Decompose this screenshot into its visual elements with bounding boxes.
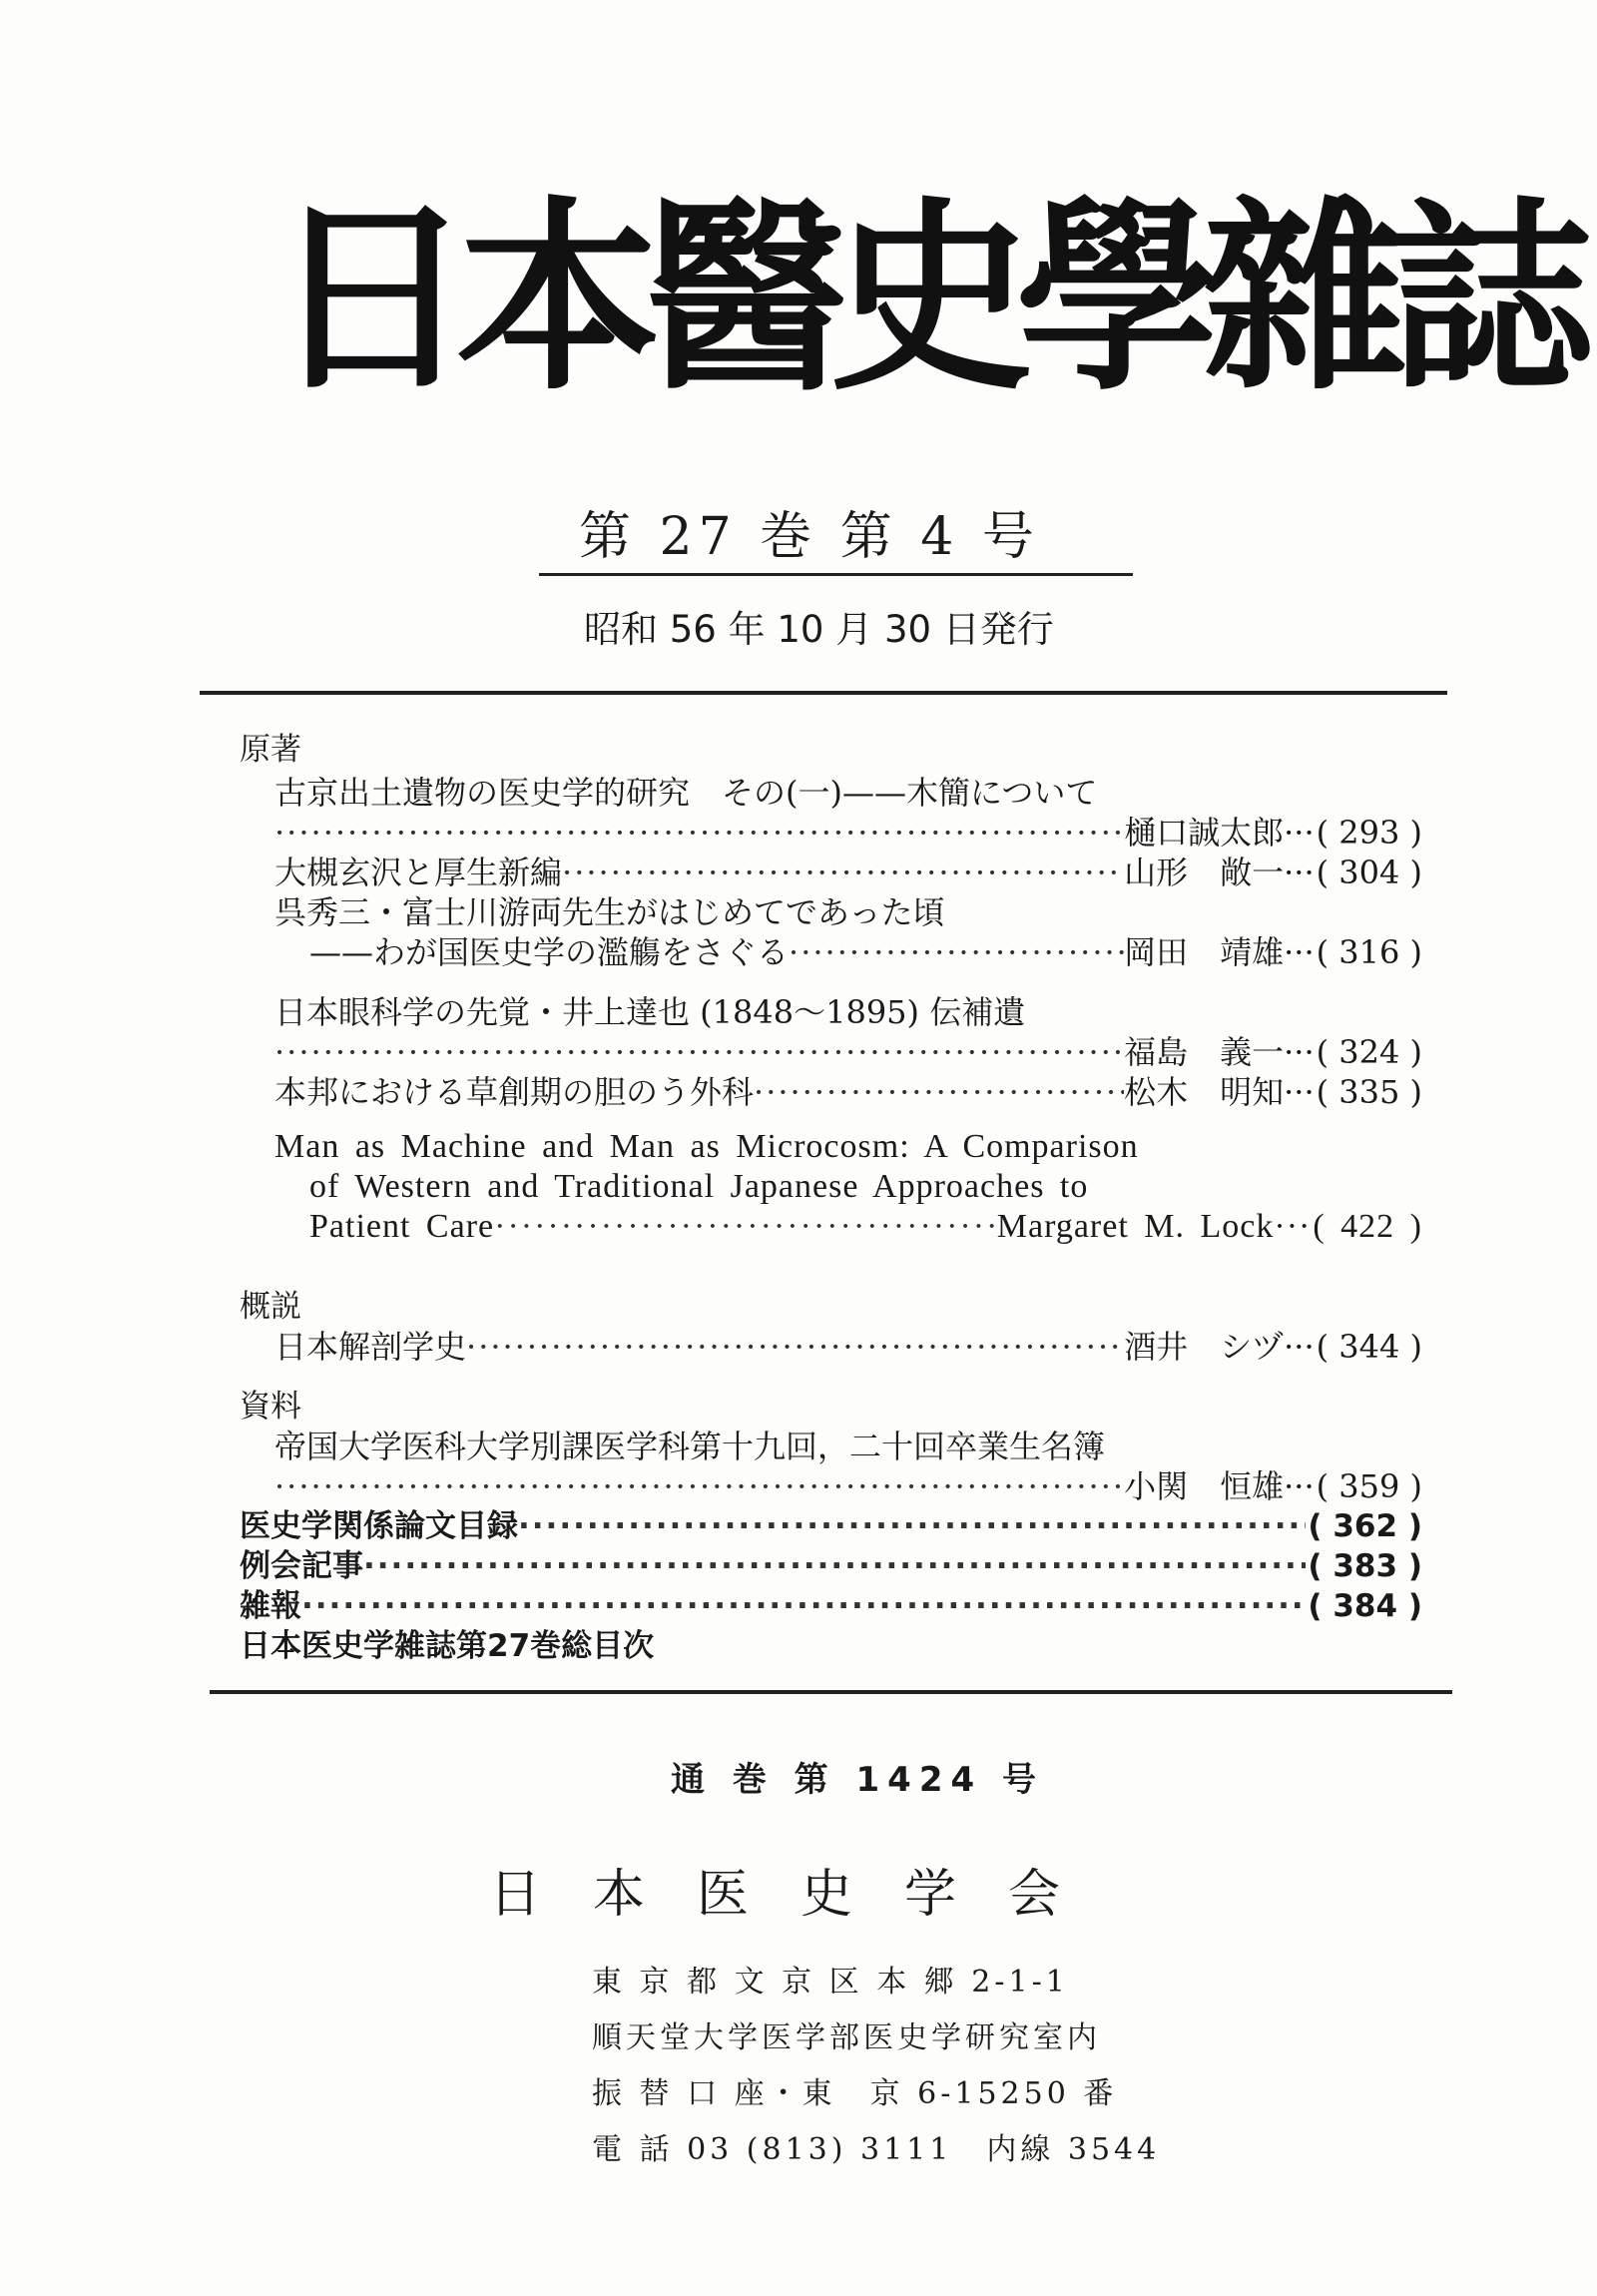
entry-author: Margaret M. Lock bbox=[996, 1208, 1275, 1245]
article-title: 日本眼科学の先覚・井上達也 (1848～1895) 伝補遺 bbox=[274, 993, 1026, 1031]
toc-line bbox=[240, 852, 1422, 893]
leader-dots: ··· bbox=[1284, 1328, 1315, 1366]
address-line: 振 替 口 座・東 京 6-15250 番 bbox=[592, 2076, 1118, 2111]
entry-page-number: ( 324 ) bbox=[1316, 1033, 1422, 1071]
article-title: of Western and Traditional Japanese Approaches to bbox=[309, 1168, 1089, 1205]
leader-dots bbox=[562, 852, 1124, 893]
leader-dots bbox=[274, 1031, 1124, 1073]
article-title: Man as Machine and Man as Microcosm: A Comparison bbox=[274, 1128, 1139, 1165]
toc-entry bbox=[240, 1545, 1422, 1587]
society-name: 日本医史学会 bbox=[489, 1865, 1113, 1925]
toc-line bbox=[240, 772, 1422, 814]
entry-page-number: ( 383 ) bbox=[1308, 1548, 1422, 1584]
section-heading: 資料 bbox=[240, 1389, 301, 1425]
toc-entry bbox=[240, 1585, 1422, 1627]
toc-entry bbox=[274, 852, 1422, 893]
leader-dots: ··· bbox=[1284, 1073, 1315, 1111]
toc-line bbox=[240, 991, 1422, 1033]
entry-page-number: ( 362 ) bbox=[1308, 1508, 1422, 1544]
toc-line bbox=[240, 1326, 1422, 1368]
leader-dots: ··· bbox=[1284, 1467, 1315, 1505]
toc-entry bbox=[309, 931, 1422, 973]
toc-line bbox=[240, 1505, 1422, 1547]
toc-line bbox=[240, 1126, 1422, 1168]
entry-title: 雑報 bbox=[240, 1588, 301, 1624]
leader-dots bbox=[494, 1206, 997, 1248]
leader-dots bbox=[466, 1326, 1124, 1368]
leader-dots bbox=[518, 1505, 1306, 1547]
entry-author: 松木 明知 bbox=[1124, 1073, 1285, 1111]
toc-line bbox=[240, 812, 1422, 854]
entry-page-number: ( 316 ) bbox=[1316, 933, 1422, 971]
entry-author: 福島 義一 bbox=[1124, 1033, 1285, 1071]
leader-dots bbox=[363, 1545, 1306, 1587]
toc-entry bbox=[274, 1326, 1422, 1368]
entry-author: 酒井 シヅ bbox=[1124, 1328, 1285, 1366]
toc-line bbox=[240, 1286, 1422, 1328]
article-title: 呉秀三・富士川游両先生がはじめてであった頃 bbox=[274, 893, 945, 931]
toc-line bbox=[240, 1585, 1422, 1627]
address-line: 東 京 都 文 京 区 本 郷 2-1-1 bbox=[592, 1965, 1069, 2000]
entry-title: ——わが国医史学の濫觴をさぐる bbox=[309, 933, 790, 971]
toc-line bbox=[240, 1031, 1422, 1073]
total-issue-number: 通 巻 第 1424 号 bbox=[671, 1760, 1044, 1800]
entry-title: 本邦における草創期の胆のう外科 bbox=[274, 1073, 755, 1111]
toc-entry bbox=[309, 1206, 1422, 1248]
entry-author: 小関 恒雄 bbox=[1124, 1467, 1285, 1505]
entry-page-number: ( 304 ) bbox=[1316, 854, 1422, 891]
leader-dots: ··· bbox=[1284, 933, 1315, 971]
article-title: 帝国大学医科大学別課医学科第十九回，二十回卒業生名簿 bbox=[274, 1428, 1106, 1465]
volume-number: 第 27 巻 第 4 号 bbox=[579, 507, 1040, 567]
section-heading: 概説 bbox=[240, 1289, 301, 1325]
leader-dots bbox=[789, 931, 1124, 973]
leader-dots: ··· bbox=[1284, 814, 1315, 852]
address-line: 電 話 03 (813) 3111 内線 3544 bbox=[592, 2132, 1161, 2167]
entry-title: 医史学関係論文目録 bbox=[240, 1508, 518, 1544]
entry-page-number: ( 359 ) bbox=[1316, 1467, 1422, 1505]
toc-line bbox=[240, 1071, 1422, 1113]
toc-line bbox=[240, 1545, 1422, 1587]
toc-line bbox=[240, 1166, 1422, 1208]
toc-line bbox=[240, 729, 1422, 771]
entry-author: 樋口誠太郎 bbox=[1124, 814, 1285, 852]
entry-page-number: ( 293 ) bbox=[1316, 814, 1422, 852]
volume-underline bbox=[539, 573, 1133, 576]
leader-dots bbox=[301, 1585, 1306, 1627]
leader-dots: ··· bbox=[1274, 1208, 1312, 1245]
toc-line bbox=[240, 891, 1422, 933]
article-title: 日本医史学雑誌第27巻総目次 bbox=[240, 1628, 655, 1664]
issue-date: 昭和 56 年 10 月 30 日発行 bbox=[584, 608, 1054, 651]
bottom-rule bbox=[210, 1690, 1452, 1694]
toc-entry bbox=[274, 1465, 1422, 1507]
section-heading: 原著 bbox=[240, 732, 301, 768]
leader-dots bbox=[754, 1071, 1124, 1113]
toc-line bbox=[240, 1426, 1422, 1467]
article-title: 古京出土遺物の医史学的研究 その(一)——木簡について bbox=[274, 774, 1098, 812]
toc-entry bbox=[274, 1031, 1422, 1073]
leader-dots bbox=[274, 1465, 1124, 1507]
entry-title: 日本解剖学史 bbox=[274, 1328, 467, 1366]
entry-page-number: ( 335 ) bbox=[1316, 1073, 1422, 1111]
entry-page-number: ( 344 ) bbox=[1316, 1328, 1422, 1366]
leader-dots: ··· bbox=[1284, 854, 1315, 891]
entry-title: Patient Care bbox=[309, 1208, 495, 1245]
toc-line bbox=[240, 1625, 1422, 1667]
entry-author: 岡田 靖雄 bbox=[1124, 933, 1285, 971]
toc-entry bbox=[240, 1505, 1422, 1547]
toc-entry bbox=[274, 812, 1422, 854]
toc-entry bbox=[274, 1071, 1422, 1113]
toc-line bbox=[240, 1465, 1422, 1507]
entry-page-number: ( 422 ) bbox=[1313, 1208, 1422, 1245]
toc-line bbox=[240, 1206, 1422, 1248]
journal-title: 日本醫史學雜誌 bbox=[269, 181, 1576, 418]
top-rule bbox=[200, 691, 1447, 695]
leader-dots: ··· bbox=[1284, 1033, 1315, 1071]
toc-line bbox=[240, 931, 1422, 973]
entry-title: 例会記事 bbox=[240, 1548, 363, 1584]
entry-page-number: ( 384 ) bbox=[1308, 1588, 1422, 1624]
entry-title: 大槻玄沢と厚生新編 bbox=[274, 854, 563, 891]
toc-line bbox=[240, 1386, 1422, 1428]
entry-author: 山形 敞一 bbox=[1124, 854, 1285, 891]
leader-dots bbox=[274, 812, 1124, 854]
address-line: 順天堂大学医学部医史学研究室内 bbox=[592, 2020, 1101, 2055]
